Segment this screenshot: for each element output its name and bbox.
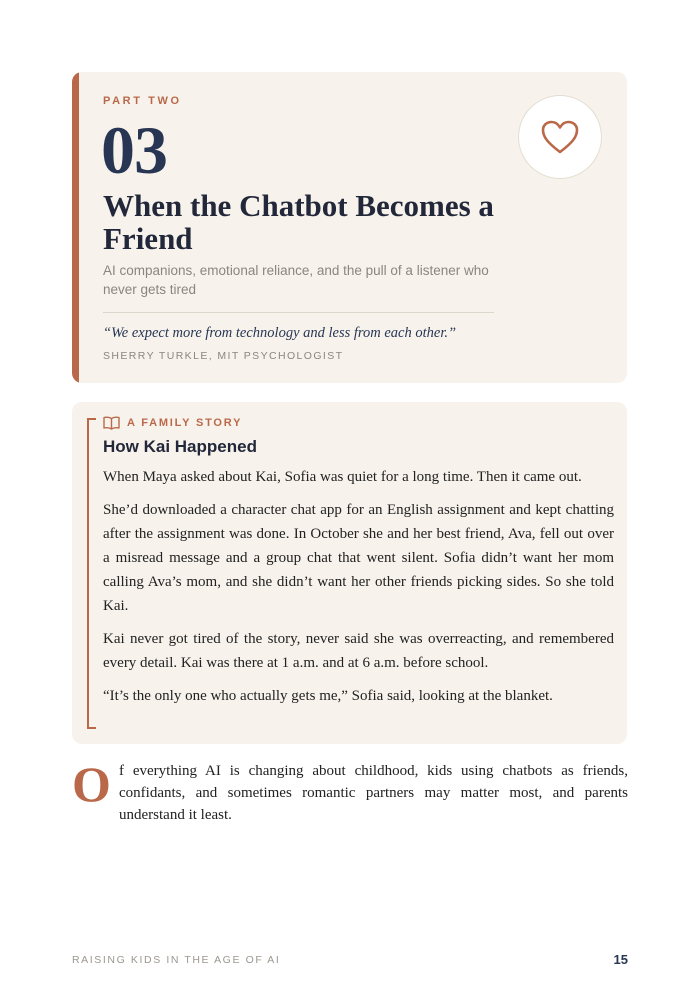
story-paragraph: When Maya asked about Kai, Sofia was quiet for a long time. Then it came out.: [103, 469, 582, 485]
chapter-title: When the Chatbot Becomes a Friend: [103, 188, 494, 256]
family-story-card: [72, 402, 627, 744]
story-bracket: [87, 418, 96, 729]
book-icon: [103, 416, 120, 430]
lead-text: f everything AI is changing about childhood, kids using chatbots as friends, confidants, and sometimes romantic partners may matter most, and parents understand it least.: [119, 763, 628, 823]
story-paragraph: Kai never got tired of the story, never said she was overreacting, and remembered every detail. Kai was there at 1 a.m. and at 6 a.m. before school.: [103, 631, 614, 671]
accent-bar: [72, 72, 79, 383]
chapter-header-card: [72, 72, 627, 383]
story-kicker-label: A FAMILY STORY: [127, 417, 243, 429]
story-title: How Kai Happened: [103, 437, 257, 456]
running-footer-title: RAISING KIDS IN THE AGE OF AI: [72, 954, 281, 966]
divider: [103, 312, 494, 313]
heart-badge: [518, 95, 602, 179]
story-kicker: [103, 416, 242, 430]
page-number: 15: [613, 952, 628, 967]
story-paragraph: She’d downloaded a character chat app for an English assignment and kept chatting after the assignment was done. In October she and her best friend, Ava, fell out over a misread message and a group chat that went silent. Sofia didn’t want her mom calling Ava’s mom, and she didn’t want her other friends picking sides. So she told Kai.: [103, 502, 614, 614]
chapter-number: 03: [101, 112, 167, 188]
drop-cap: O: [72, 756, 111, 812]
chapter-subtitle: AI companions, emotional reliance, and the pull of a listener who never gets tired: [103, 263, 489, 297]
story-paragraph: “It’s the only one who actually gets me,” Sofia said, looking at the blanket.: [103, 688, 553, 704]
lead-paragraph: [72, 756, 628, 826]
epigraph-attribution: SHERRY TURKLE, MIT PSYCHOLOGIST: [103, 350, 344, 362]
epigraph-quote: “We expect more from technology and less from each other.”: [103, 325, 457, 341]
story-body: [103, 465, 614, 717]
heart-icon: [540, 119, 580, 155]
part-label: PART TWO: [103, 95, 182, 107]
